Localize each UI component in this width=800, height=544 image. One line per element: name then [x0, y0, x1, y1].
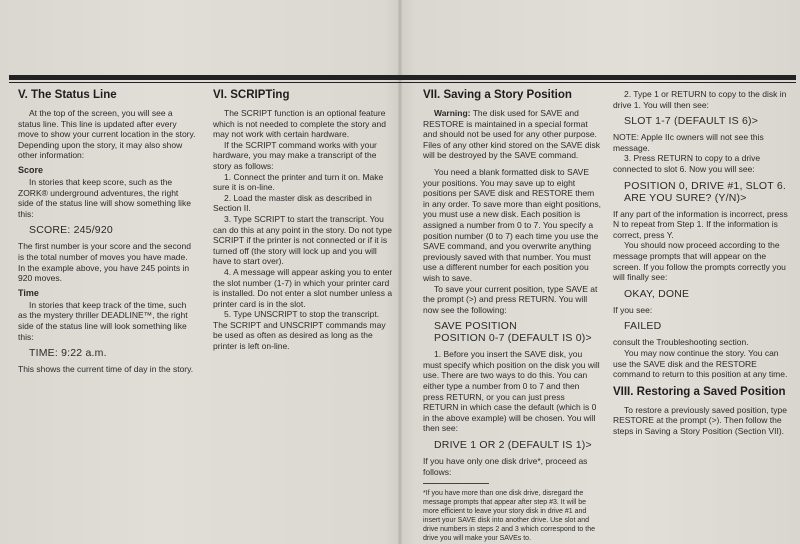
- time-display-example: TIME: 9:22 a.m.: [29, 347, 107, 360]
- display-line: ARE YOU SURE? (Y/N)>: [624, 191, 747, 204]
- step-1: 1. Before you insert the SAVE disk, you must specify which position on the disk you will use. There are two ways to do this. You can either type a number from 0 to 7 and then press RETURN, or you can just press RETURN in which case the default (which is 0 in the above example) will be chosen. You will then see:: [423, 349, 600, 434]
- failed-example: FAILED: [624, 320, 662, 333]
- note: NOTE: Apple IIc owners will not see this message.: [613, 132, 764, 153]
- header-rule-thick: [9, 75, 796, 80]
- footnote: *If you have more than one disk drive, disregard the message prompts that appear after step #3. It will be more efficient to leave your story disk in drive #1 and insert your SAVE disk into another drive. Use slot and drive numbers in steps 2 and 3 which correspond to the drive you will make your SAVEs to.: [423, 490, 595, 543]
- step-2: 2. Load the master disk as described in Section II.: [213, 192, 372, 214]
- header-rule-thin: [9, 82, 796, 83]
- step-4: 4. A message will appear asking you to enter the slot number (1-7) in which your printer card is installed. Do not enter a slot number unless a printer card is in the slot.: [213, 266, 393, 309]
- score-display-example: SCORE: 245/920: [29, 224, 113, 237]
- warning-paragraph: [423, 108, 601, 161]
- subheading-score: Score: [18, 164, 44, 175]
- paragraph: If you have only one disk drive*, proceed as follows:: [423, 456, 588, 477]
- section-saving-story-position: [423, 89, 601, 543]
- step-3: 3. Press RETURN to copy to a drive connected to slot 6. Now you will see:: [613, 153, 761, 174]
- section-heading: VIII. Restoring a Saved Position: [613, 385, 786, 398]
- display-line: SAVE POSITION: [434, 320, 517, 333]
- warning-text: The disk used for SAVE and RESTORE is maintained in a special format and should not be used for any other purpose. Files of any other kind stored on the SAVE disk will be destroyed by the SAVE command.: [423, 108, 601, 161]
- paragraph: In stories that keep score, such as the ZORK® underground adventures, the right side of the status line will show something like this:: [18, 176, 191, 219]
- paragraph: consult the Troubleshooting section.: [613, 337, 749, 348]
- paragraph: To restore a previously saved position, type RESTORE at the prompt (>). Then follow the steps in Saving a Story Position (Section VII).: [613, 404, 788, 436]
- confirm-prompt-example: [624, 180, 791, 204]
- step-2: 2. Type 1 or RETURN to copy to the disk in drive 1. You will then see:: [613, 89, 787, 110]
- section-heading: VII. Saving a Story Position: [423, 89, 572, 101]
- display-line: POSITION 0, DRIVE #1, SLOT 6.: [624, 179, 786, 192]
- section-heading: V. The Status Line: [18, 89, 117, 101]
- paragraph: To save your current position, type SAVE at the prompt (>) and press RETURN. You will now see the following:: [423, 283, 598, 315]
- slot-prompt-example: SLOT 1-7 (DEFAULT IS 6)>: [624, 115, 759, 128]
- footnote-rule: [423, 483, 489, 484]
- paragraph: The first number is your score and the second is the total number of moves you have made. In the example above, you have 245 points in 920 moves.: [18, 241, 191, 284]
- display-line: POSITION 0-7 (DEFAULT IS 0)>: [434, 332, 592, 345]
- paragraph: If any part of the information is incorrect, press N to repeat from Step 1. If the information is correct, press Y.: [613, 208, 788, 240]
- step-5: 5. Type UNSCRIPT to stop the transcript. The SCRIPT and UNSCRIPT commands may be used as often as desired as long as the printer is left on-line.: [213, 309, 386, 352]
- subheading-time: Time: [18, 287, 39, 298]
- section-heading: VI. SCRIPTing: [213, 89, 290, 101]
- paragraph: If you see:: [613, 304, 653, 315]
- paragraph: This shows the current time of day in the story.: [18, 364, 194, 375]
- step-3: 3. Type SCRIPT to start the transcript. You can do this at any point in the story. Do not type SCRIPT if the printer is not connected or if it is turned off (the story will lock up and you will have to start over).: [213, 213, 392, 267]
- warning-label: Warning:: [434, 108, 471, 118]
- okay-done-example: OKAY, DONE: [624, 287, 690, 300]
- paragraph: You need a blank formatted disk to SAVE your positions. You may save up to eight positions per SAVE disk and RESTORE them in any order. To save more than eight positions, you must use a new disk. Each position is assigned a number from 0 to 7. You specify a position number (0 to 7) each time you use the SAVE command, and you overwrite anything previously saved with that number. You must use a different number for each position you wish to save.: [423, 166, 601, 283]
- paragraph: In stories that keep track of the time, such as the mystery thriller DEADLINE™, the right side of the status line will look something like this:: [18, 299, 188, 342]
- section-saving-continued: [613, 89, 791, 436]
- paragraph: The SCRIPT function is an optional feature which is not needed to complete the story and may not work with certain hardware.: [213, 108, 386, 140]
- section-scripting: [213, 89, 393, 352]
- paragraph: At the top of the screen, you will see a status line. This line is updated after every move to show your current location in the story. Depending upon the story, it may also show other information:: [18, 108, 196, 161]
- paragraph: If the SCRIPT command works with your hardware, you may make a transcript of the story as follows:: [213, 139, 377, 171]
- paragraph: You should now proceed according to the message prompts that will appear on the screen. If you follow the prompts correctly you will finally see:: [613, 240, 786, 283]
- drive-prompt-example: DRIVE 1 OR 2 (DEFAULT IS 1)>: [434, 439, 592, 452]
- paragraph: You may now continue the story. You can use the SAVE disk and the RESTORE command to return to this position at any time.: [613, 347, 788, 380]
- section-status-line: [18, 89, 196, 375]
- save-prompt-example: [434, 320, 601, 344]
- step-1: 1. Connect the printer and turn it on. Make sure it is on-line.: [213, 171, 384, 193]
